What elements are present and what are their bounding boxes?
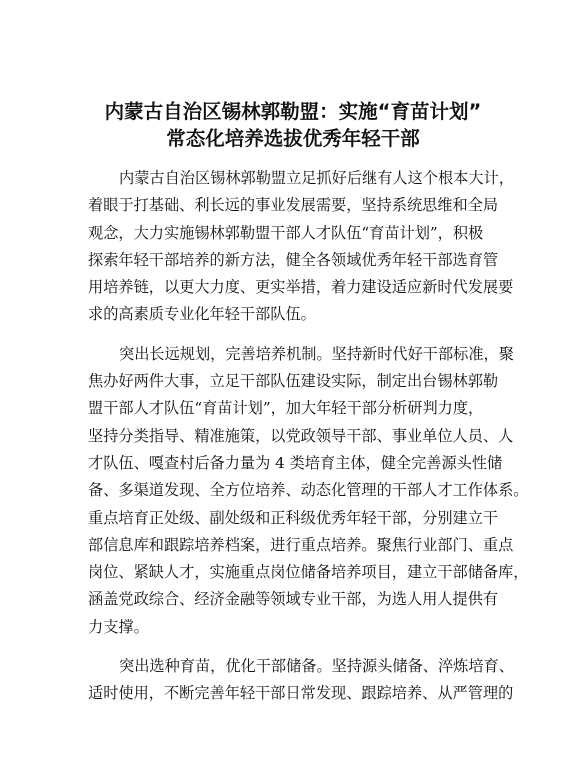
text-line: 才队伍、嘎查村后备力量为 4 类培育主体，健全完善源头性储 <box>88 453 503 472</box>
text-line: 盟干部人才队伍“育苗计划”，加大年轻干部分析研判力度， <box>88 399 484 418</box>
title-line: 内蒙古自治区锡林郭勒盟：实施“育苗计划” <box>104 100 482 123</box>
document-title <box>40 98 546 152</box>
text-line: 用培养链，以更大力度、更实举措，着力建设适应新时代发展要 <box>88 278 514 297</box>
paragraph-3 <box>88 653 514 708</box>
text-line: 突出选种育苗，优化干部储备。坚持源头储备、淬炼培育、 <box>119 657 514 676</box>
text-line: 部信息库和跟踪培养档案，进行重点培养。聚焦行业部门、重点 <box>88 535 514 554</box>
title-line: 常态化培养选拔优秀年轻干部 <box>166 127 420 150</box>
text-line: 力支撑。 <box>88 617 149 636</box>
text-line: 备、多渠道发现、全方位培养、动态化管理的干部人才工作体系。 <box>88 481 529 500</box>
text-line: 观念，大力实施锡林郭勒盟干部人才队伍“育苗计划”，积极 <box>88 223 484 242</box>
text-line: 突出长远规划，完善培养机制。坚持新时代好干部标准，聚 <box>119 344 514 363</box>
text-line: 岗位、紧缺人才，实施重点岗位储备培养项目，建立干部储备库， <box>88 563 529 582</box>
text-line: 涵盖党政综合、经济金融等领域专业干部，为选人用人提供有 <box>88 590 499 609</box>
text-line: 焦办好两件大事，立足干部队伍建设实际，制定出台锡林郭勒 <box>88 372 499 391</box>
text-line: 重点培育正处级、副处级和正科级优秀年轻干部，分别建立干 <box>88 508 499 527</box>
text-line: 着眼于打基础、利长远的事业发展需要，坚持系统思维和全局 <box>88 196 499 215</box>
paragraph-2 <box>88 341 529 641</box>
document-body <box>88 165 529 720</box>
text-line: 适时使用，不断完善年轻干部日常发现、跟踪培养、从严管理的 <box>88 684 514 703</box>
text-line: 探索年轻干部培养的新方法，健全各领域优秀年轻干部选育管 <box>88 250 499 269</box>
text-line: 求的高素质专业化年轻干部队伍。 <box>88 305 316 324</box>
text-line: 坚持分类指导、精准施策，以党政领导干部、事业单位人员、人 <box>88 426 514 445</box>
text-line: 内蒙古自治区锡林郭勒盟立足抓好后继有人这个根本大计， <box>119 169 514 187</box>
paragraph-1 <box>88 165 514 329</box>
